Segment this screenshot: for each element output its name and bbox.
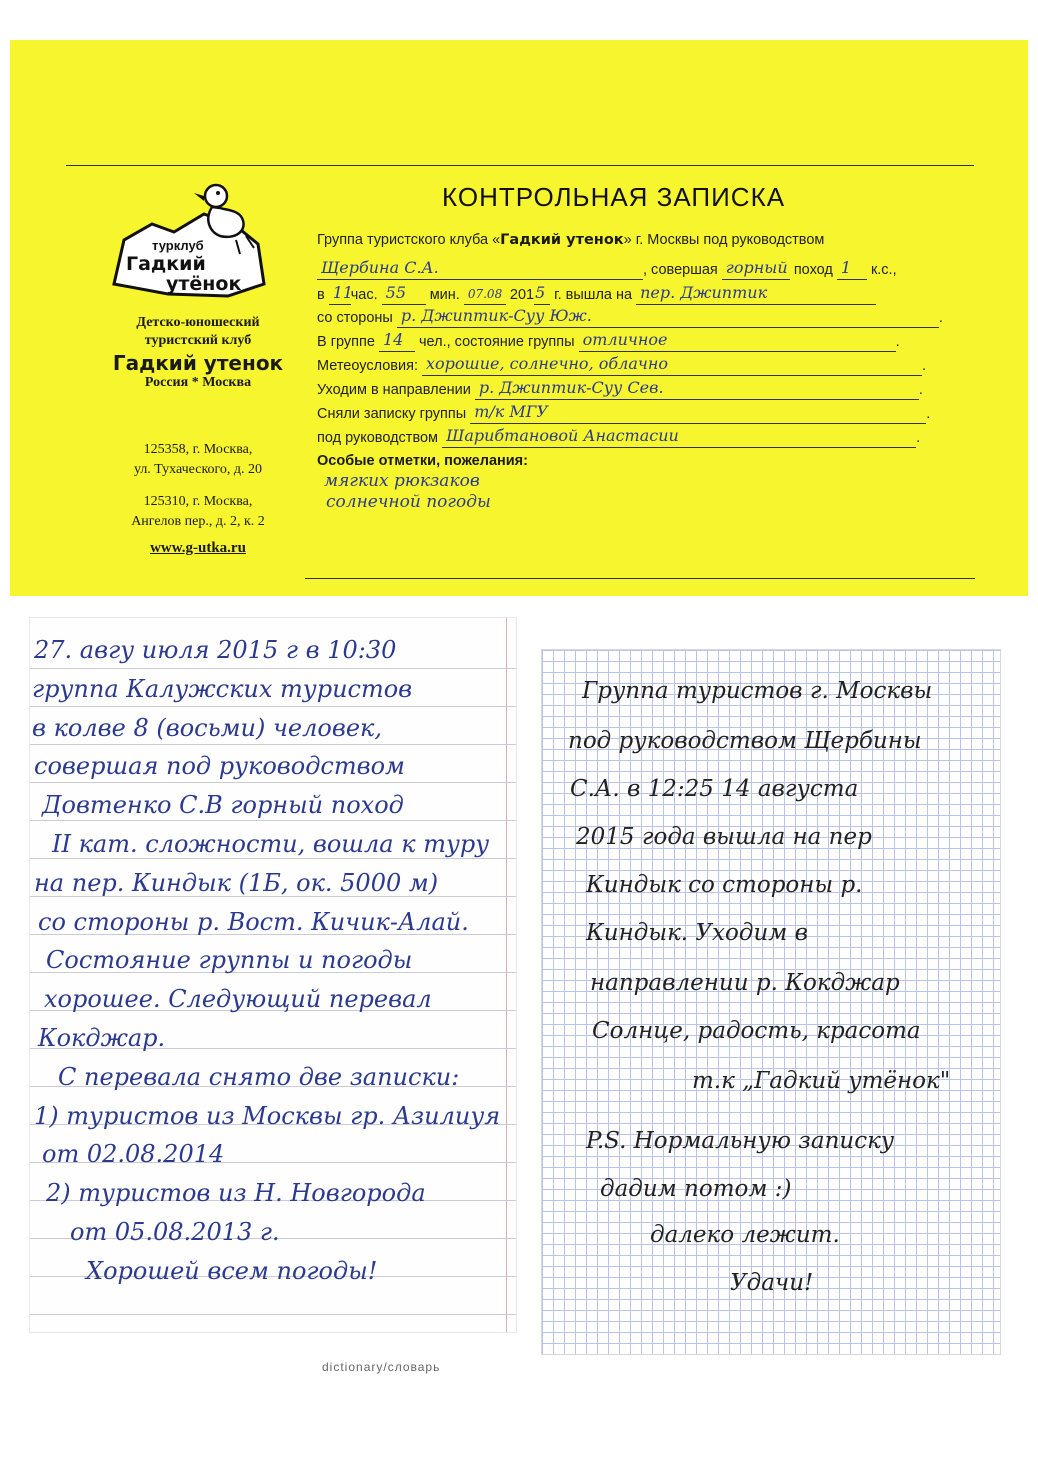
logo-top: турклуб <box>152 238 204 253</box>
dot: . <box>918 382 923 398</box>
ruled-line <box>30 820 516 821</box>
took-label: Сняли записку группы <box>317 406 467 422</box>
leaving-value: р. Джиптик-Суу Сев. <box>478 378 664 397</box>
club-line1: Детско-юношеский <box>136 315 260 330</box>
ruled-line <box>30 782 516 783</box>
handwritten-line: совершая под руководством <box>34 752 405 781</box>
handwritten-line: на пер. Киндык (1Б, ок. 5000 м) <box>34 868 439 897</box>
address-2-line-b: Ангелов пер., д. 2, к. 2 <box>131 514 265 529</box>
from-value: р. Джиптик-Суу Юж. <box>400 306 592 325</box>
lined-paper-note <box>30 618 516 1332</box>
hour-field <box>329 283 354 305</box>
form-row-took <box>317 402 930 424</box>
dot: . <box>895 334 900 350</box>
handwritten-line: Состояние группы и погоды <box>46 946 413 975</box>
ruled-line <box>30 858 516 859</box>
form-row-leader <box>317 258 897 280</box>
notes-label: Особые отметки, пожелания: <box>317 453 528 469</box>
led-label: под руководством <box>317 430 439 446</box>
minutes-field <box>382 283 426 305</box>
count-field <box>379 330 415 352</box>
handwritten-line: Группа туристов г. Москвы <box>582 678 933 704</box>
date-field <box>464 284 506 305</box>
form-row-time <box>317 283 876 305</box>
form-row-from <box>317 306 943 328</box>
condition-field <box>579 330 896 352</box>
in-label: в <box>317 287 325 303</box>
led-value: Шарибтановой Анастасии <box>446 426 679 445</box>
handwritten-line: дадим потом :) <box>600 1176 792 1202</box>
club-info <box>90 314 306 392</box>
dot: . <box>916 430 921 446</box>
from-field <box>397 306 939 328</box>
weather-field <box>422 354 922 376</box>
address-1-line-b: ул. Тухаческого, д. 20 <box>133 462 263 477</box>
handwritten-line: Солнце, радость, красота <box>592 1018 921 1044</box>
duckling-logo <box>108 180 270 302</box>
note-line-1: мягких рюкзаков <box>324 471 480 491</box>
handwritten-line: со стороны р. Вост. Кичик-Алай. <box>38 907 469 936</box>
handwritten-line: под руководством Щербины <box>568 728 922 754</box>
form-row-leaving <box>317 378 923 400</box>
handwritten-line: Кокджар. <box>38 1024 166 1052</box>
handwritten-line: С.А. в 12:25 14 августа <box>570 776 859 802</box>
form-row-group-size <box>317 330 900 352</box>
handwritten-line: т.к „Гадкий утёнок" <box>692 1068 951 1094</box>
dot: . <box>926 406 931 422</box>
leader-field <box>317 258 643 280</box>
handwritten-line: Удачи! <box>730 1270 814 1296</box>
club-name-inline: Гадкий утенок <box>500 232 624 248</box>
address-1-line-a: 125358, г. Москва, <box>143 442 253 457</box>
hike-type-value: горный <box>725 258 788 277</box>
handwritten-line: хорошее. Следующий перевал <box>44 985 432 1014</box>
making-label: , совершая <box>643 262 718 278</box>
year-field <box>534 283 550 305</box>
address-1 <box>90 440 306 480</box>
hour-label: час. <box>350 287 378 303</box>
kc-label: к.с., <box>870 262 897 278</box>
min-label: мин. <box>429 287 460 303</box>
minutes-value: 55 <box>385 283 407 302</box>
handwritten-line: группа Калужских туристов <box>32 674 413 703</box>
handwritten-line: от 05.08.2013 г. <box>70 1218 280 1246</box>
category-value: 1 <box>840 258 852 277</box>
went-label: г. вышла на <box>554 287 633 303</box>
handwritten-line: Киндык. Уходим в <box>586 920 809 946</box>
form-row-led <box>317 426 920 448</box>
ruled-line <box>30 744 516 745</box>
margin-line <box>506 618 507 1332</box>
year-prefix: 201 <box>509 287 535 303</box>
top-rule <box>66 165 974 166</box>
handwritten-line: Киндык со стороны р. <box>586 872 863 898</box>
logo-line2: утёнок <box>166 273 242 295</box>
bottom-rule <box>305 578 975 579</box>
handwritten-line: С перевала снято две записки: <box>58 1062 460 1091</box>
form-row-weather <box>317 354 926 376</box>
logo-line1: Гадкий <box>126 253 206 275</box>
address-2 <box>90 492 306 532</box>
led-field <box>442 426 916 448</box>
handwritten-line: P.S. Нормальную записку <box>586 1128 895 1154</box>
people-label: чел., состояние группы <box>418 334 575 350</box>
date-value: 07.08 <box>467 287 503 301</box>
handwritten-line: II кат. сложности, вошла к туру <box>52 830 490 858</box>
year-value: 5 <box>535 283 546 302</box>
club-website-link[interactable]: www.g-utka.ru <box>150 540 246 556</box>
leader-value: Щербина С.А. <box>321 258 439 277</box>
ruled-line <box>30 706 516 707</box>
handwritten-line: 1) туристов из Москвы гр. Азилиуя <box>34 1101 501 1130</box>
weather-label: Метеоусловия: <box>317 358 418 374</box>
handwritten-line: 2015 года вышла на пер <box>576 824 872 850</box>
hike-word: поход <box>793 262 833 278</box>
count-value: 14 <box>382 330 404 349</box>
weather-value: хорошие, солнечно, облачно <box>426 354 668 373</box>
form-row-group <box>317 230 824 250</box>
category-field <box>837 258 867 280</box>
handwritten-line: 27. авгу июля 2015 г в 10:30 <box>34 636 397 664</box>
handwritten-line: далеко лежит. <box>650 1222 840 1248</box>
handwritten-line: в колве 8 (восьми) человек, <box>32 713 382 742</box>
pass-value: пер. Джиптик <box>640 283 768 302</box>
handwritten-line: Довтенко С.В горный поход <box>42 791 404 820</box>
dot: . <box>922 358 927 374</box>
took-field <box>470 402 926 424</box>
pass-field <box>636 283 876 305</box>
grid-paper-note <box>542 650 1000 1354</box>
handwritten-line: направлении р. Кокджар <box>590 970 900 996</box>
hour-value: 11 <box>332 283 354 302</box>
club-line2: туристский клуб <box>144 333 252 348</box>
from-label: со стороны <box>317 310 393 326</box>
leaving-label: Уходим в направлении <box>317 382 471 398</box>
leaving-field <box>475 378 919 400</box>
note-title: КОНТРОЛЬНАЯ ЗАПИСКА <box>442 182 786 212</box>
dot: . <box>938 310 943 326</box>
club-country: Россия * Москва <box>144 375 252 390</box>
club-name: Гадкий утенок <box>112 351 284 375</box>
ruled-line <box>30 1314 516 1315</box>
dictionary-footer: dictionary/словарь <box>322 1360 441 1374</box>
address-2-line-a: 125310, г. Москва, <box>143 494 253 509</box>
group-prefix: Группа туристского клуба « <box>317 232 501 248</box>
condition-value: отличное <box>582 330 668 349</box>
note-line-2: солнечной погоды <box>326 492 491 512</box>
handwritten-line: от 02.08.2014 <box>42 1140 225 1169</box>
ruled-line <box>30 668 516 669</box>
handwritten-line: Хорошей всем погоды! <box>86 1256 378 1285</box>
took-value: т/к МГУ <box>474 402 548 421</box>
group-suffix: » г. Москвы под руководством <box>623 232 825 248</box>
in-group-label: В группе <box>317 334 375 350</box>
hike-type-field <box>722 258 790 280</box>
handwritten-line: 2) туристов из Н. Новгорода <box>46 1179 426 1208</box>
